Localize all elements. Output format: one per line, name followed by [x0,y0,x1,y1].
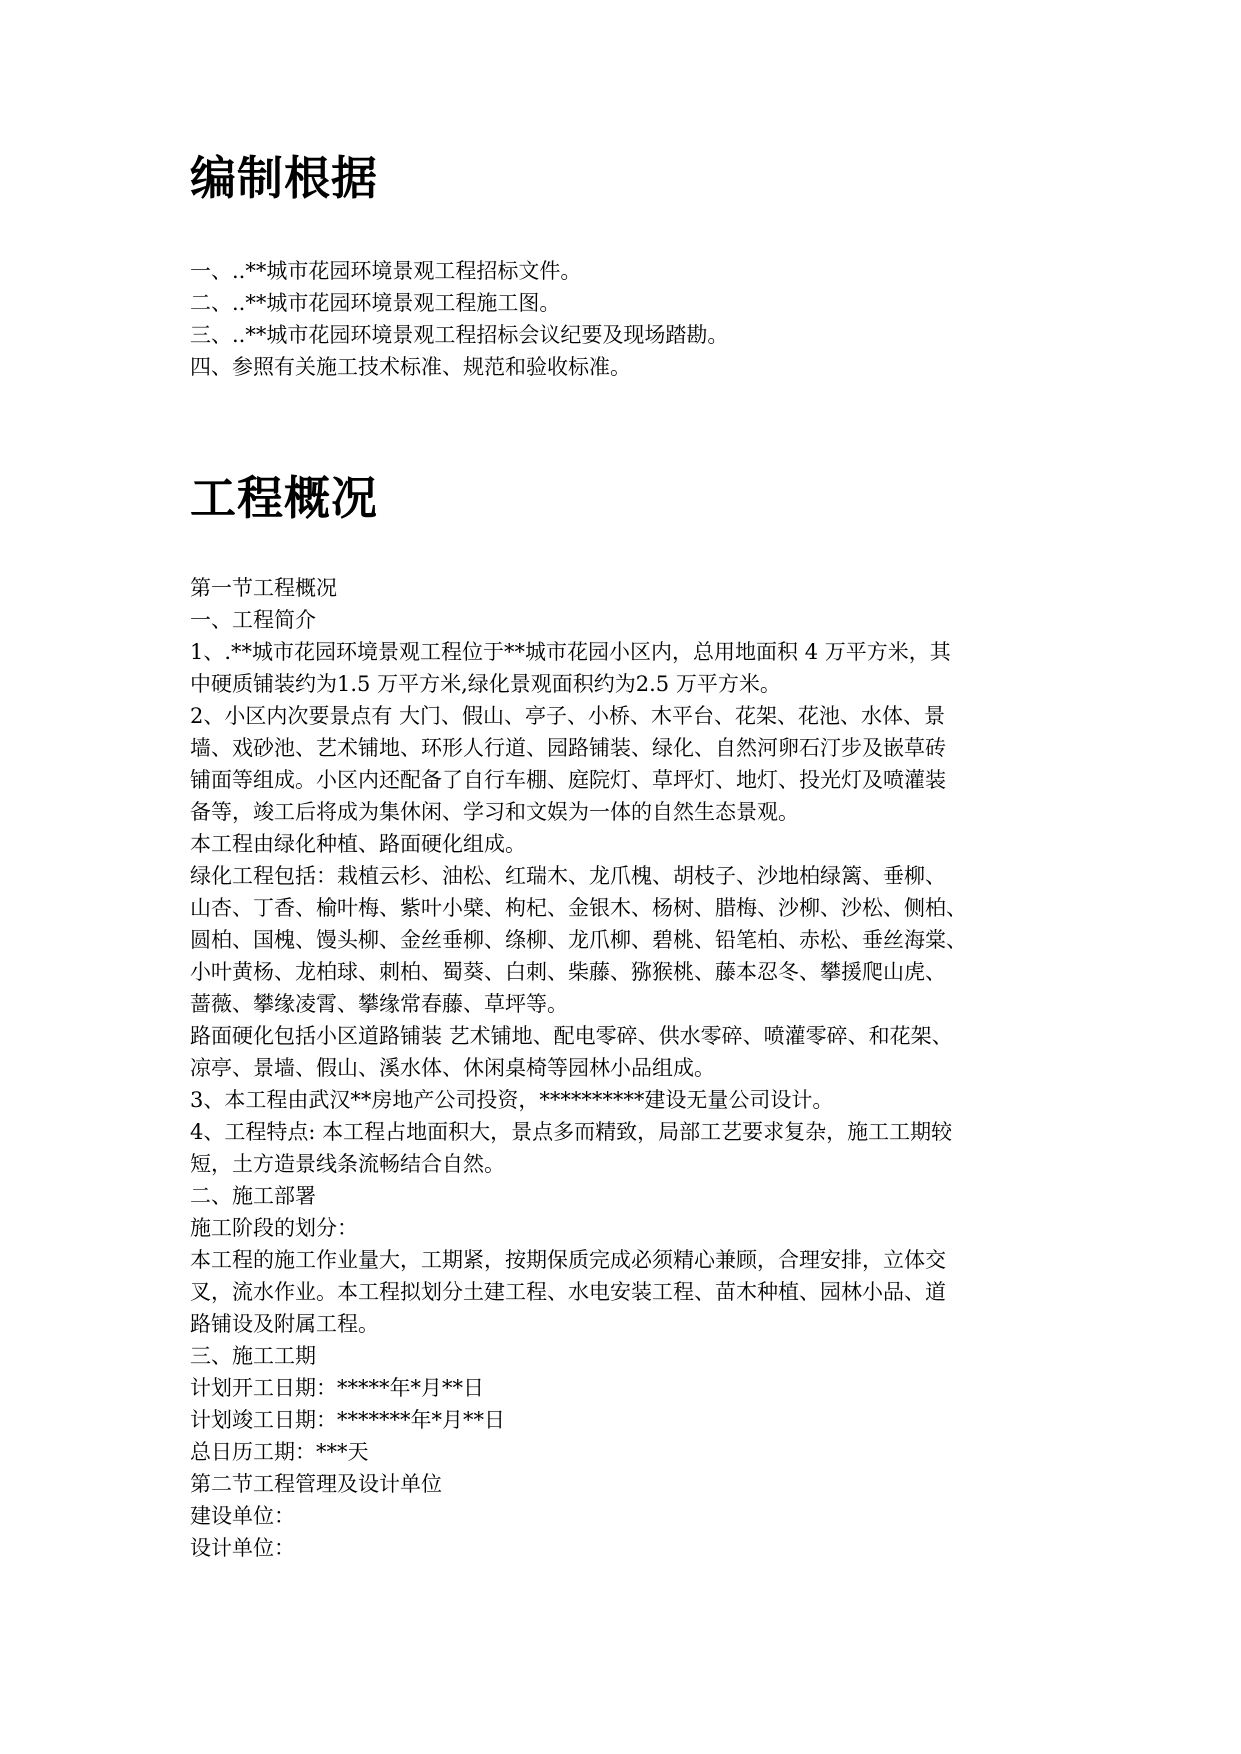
subsection-title: 第一节工程概况 [190,576,337,600]
schedule-total-days: 总日历工期：***天 [190,1440,369,1464]
paragraph-line: 叉，流水作业。本工程拟划分土建工程、水电安装工程、苗木种植、园林小品、道 [190,1280,946,1304]
item-heading: 一、工程简介 [190,608,316,632]
paragraph-line: 铺面等组成。小区内还配备了自行车棚、庭院灯、草坪灯、地灯、投光灯及喷灌装 [190,768,946,792]
basis-item: 四、参照有关施工技术标准、规范和验收标准。 [190,355,631,379]
paragraph-line: 圆柏、国槐、馒头柳、金丝垂柳、绦柳、龙爪柳、碧桃、铅笔柏、赤松、垂丝海棠、 [190,928,967,952]
paragraph-line: 路铺设及附属工程。 [190,1312,379,1336]
paragraph-line: 2、小区内次要景点有 大门、假山、亭子、小桥、木平台、花架、花池、水体、景 [190,704,946,728]
section-heading-overview: 工程概况 [190,471,378,525]
paragraph-line: 本工程由绿化种植、路面硬化组成。 [190,832,526,856]
schedule-end-date: 计划竣工日期：*******年*月**日 [190,1408,505,1432]
basis-list [190,255,1090,383]
overview-body [190,572,1090,1564]
paragraph-line: 施工阶段的划分： [190,1216,358,1240]
basis-item: 一、..**城市花园环境景观工程招标文件。 [190,259,582,283]
construction-unit-field: 建设单位： [190,1504,295,1528]
paragraph-line: 备等，竣工后将成为集休闲、学习和文娱为一体的自然生态景观。 [190,800,799,824]
item-heading: 三、施工工期 [190,1344,316,1368]
paragraph-line: 小叶黄杨、龙柏球、刺柏、蜀葵、白刺、柴藤、猕猴桃、藤本忍冬、攀援爬山虎、 [190,960,946,984]
basis-item: 三、..**城市花园环境景观工程招标会议纪要及现场踏勘。 [190,323,729,347]
paragraph-line: 绿化工程包括：栽植云杉、油松、红瑞木、龙爪槐、胡枝子、沙地柏绿篱、垂柳、 [190,864,946,888]
basis-item: 二、..**城市花园环境景观工程施工图。 [190,291,561,315]
paragraph-line: 中硬质铺装约为1.5 万平方米,绿化景观面积约为2.5 万平方米。 [190,672,781,696]
paragraph-line: 凉亭、景墙、假山、溪水体、休闲桌椅等园林小品组成。 [190,1056,715,1080]
paragraph-line: 4、工程特点: 本工程占地面积大，景点多而精致，局部工艺要求复杂，施工工期较 [190,1120,953,1144]
section-heading-basis: 编制根据 [190,151,378,205]
paragraph-line: 山杏、丁香、榆叶梅、紫叶小檗、枸杞、金银木、杨树、腊梅、沙柳、沙松、侧柏、 [190,896,967,920]
schedule-start-date: 计划开工日期：*****年*月**日 [190,1376,484,1400]
paragraph-line: 墙、戏砂池、艺术铺地、环形人行道、园路铺装、绿化、自然河卵石汀步及嵌草砖 [190,736,946,760]
paragraph-line: 路面硬化包括小区道路铺装 艺术铺地、配电零碎、供水零碎、喷灌零碎、和花架、 [190,1024,953,1048]
paragraph-line: 蔷薇、攀缘凌霄、攀缘常春藤、草坪等。 [190,992,568,1016]
paragraph-line: 1、.**城市花园环境景观工程位于**城市花园小区内，总用地面积 4 万平方米，其 [190,640,951,664]
paragraph-line: 短，土方造景线条流畅结合自然。 [190,1152,505,1176]
subsection-title: 第二节工程管理及设计单位 [190,1472,442,1496]
item-heading: 二、施工部署 [190,1184,316,1208]
paragraph-line: 本工程的施工作业量大，工期紧，按期保质完成必须精心兼顾，合理安排，立体交 [190,1248,946,1272]
design-unit-field: 设计单位： [190,1536,295,1560]
paragraph-line: 3、本工程由武汉**房地产公司投资，**********建设无量公司设计。 [190,1088,834,1112]
